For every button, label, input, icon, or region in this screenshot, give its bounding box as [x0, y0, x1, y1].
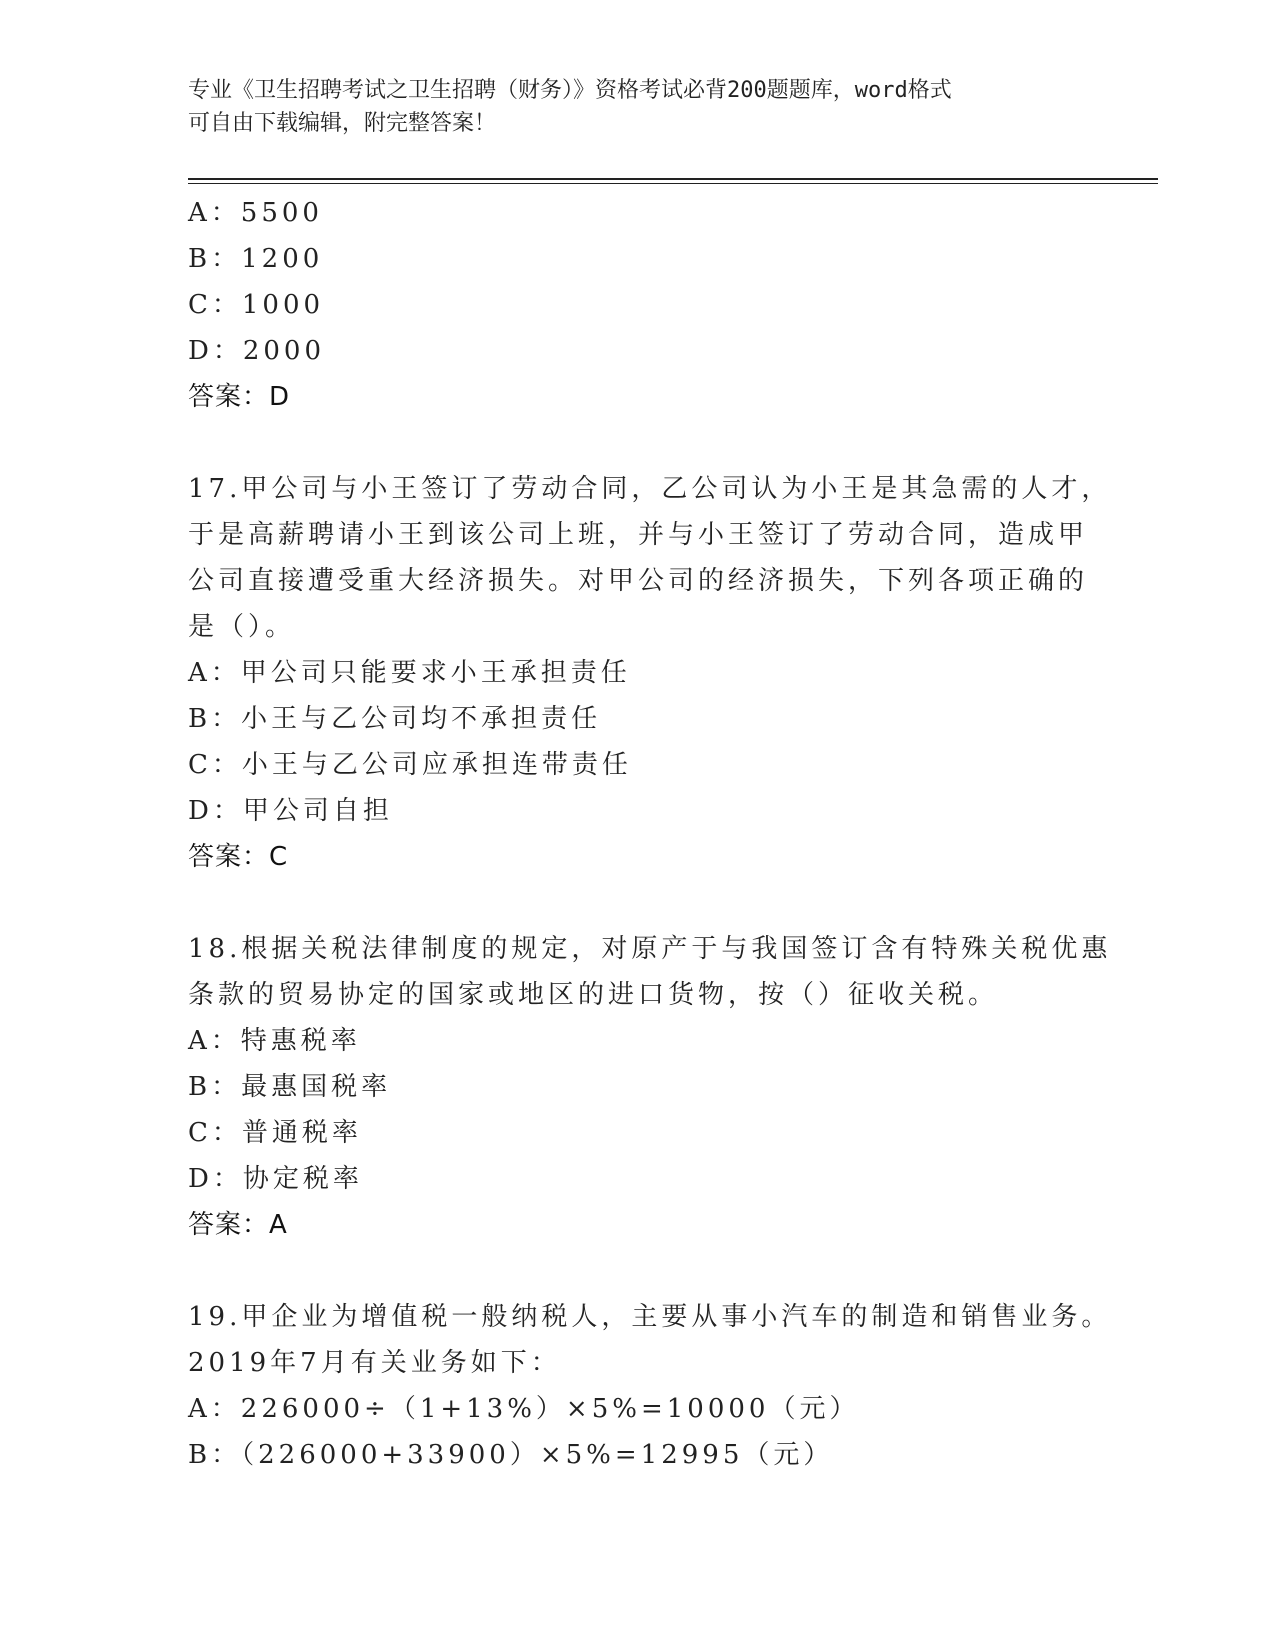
question-stem-line: 2019年7月有关业务如下：	[188, 1348, 561, 1378]
option-d: D：2000	[188, 336, 326, 366]
option-c: C：普通税率	[188, 1118, 362, 1148]
question-19	[188, 1294, 1112, 1478]
question-list	[188, 190, 1112, 1478]
question-stem-line: 于是高薪聘请小王到该公司上班，并与小王签订了劳动合同，造成甲	[188, 520, 1089, 550]
header-line-1: 专业《卫生招聘考试之卫生招聘（财务）》资格考试必背200题题库，word格式	[188, 78, 952, 103]
question-17	[188, 466, 1112, 880]
spacer	[188, 1248, 1088, 1294]
option-a: A：特惠税率	[188, 1026, 361, 1056]
option-d: D：甲公司自担	[188, 796, 393, 826]
option-b: B：1200	[188, 244, 324, 274]
question-stem-line: 公司直接遭受重大经济损失。对甲公司的经济损失，下列各项正确的	[188, 566, 1089, 596]
option-b: B：（226000+33900）×5%=12995（元）	[188, 1440, 834, 1470]
question-stem-line: 18.根据关税法律制度的规定，对原产于与我国签订含有特殊关税优惠	[188, 934, 1112, 964]
answer: 答案：A	[188, 1210, 288, 1240]
option-a: A：226000÷（1+13%）×5%=10000（元）	[188, 1394, 860, 1424]
header-divider-thin	[188, 183, 1158, 184]
option-c: C：小王与乙公司应承担连带责任	[188, 750, 632, 780]
answer: 答案：C	[188, 842, 289, 872]
document-header	[188, 74, 1068, 140]
question-stem-line: 条款的贸易协定的国家或地区的进口货物，按（）征收关税。	[188, 980, 999, 1010]
question-stem-line: 17.甲公司与小王签订了劳动合同，乙公司认为小王是其急需的人才，	[188, 474, 1112, 504]
option-d: D：协定税率	[188, 1164, 363, 1194]
answer: 答案：D	[188, 382, 291, 412]
question-18	[188, 926, 1112, 1248]
question-16	[188, 190, 1088, 420]
spacer	[188, 880, 1088, 926]
option-a: A：5500	[188, 198, 323, 228]
question-stem-line: 19.甲企业为增值税一般纳税人，主要从事小汽车的制造和销售业务。	[188, 1302, 1112, 1332]
option-b: B：最惠国税率	[188, 1072, 392, 1102]
header-line-2: 可自由下载编辑，附完整答案！	[188, 111, 497, 136]
header-divider	[188, 178, 1158, 180]
spacer	[188, 420, 1088, 466]
option-b: B：小王与乙公司均不承担责任	[188, 704, 602, 734]
option-c: C：1000	[188, 290, 325, 320]
option-a: A：甲公司只能要求小王承担责任	[188, 658, 631, 688]
question-stem-line: 是（）。	[188, 612, 296, 642]
